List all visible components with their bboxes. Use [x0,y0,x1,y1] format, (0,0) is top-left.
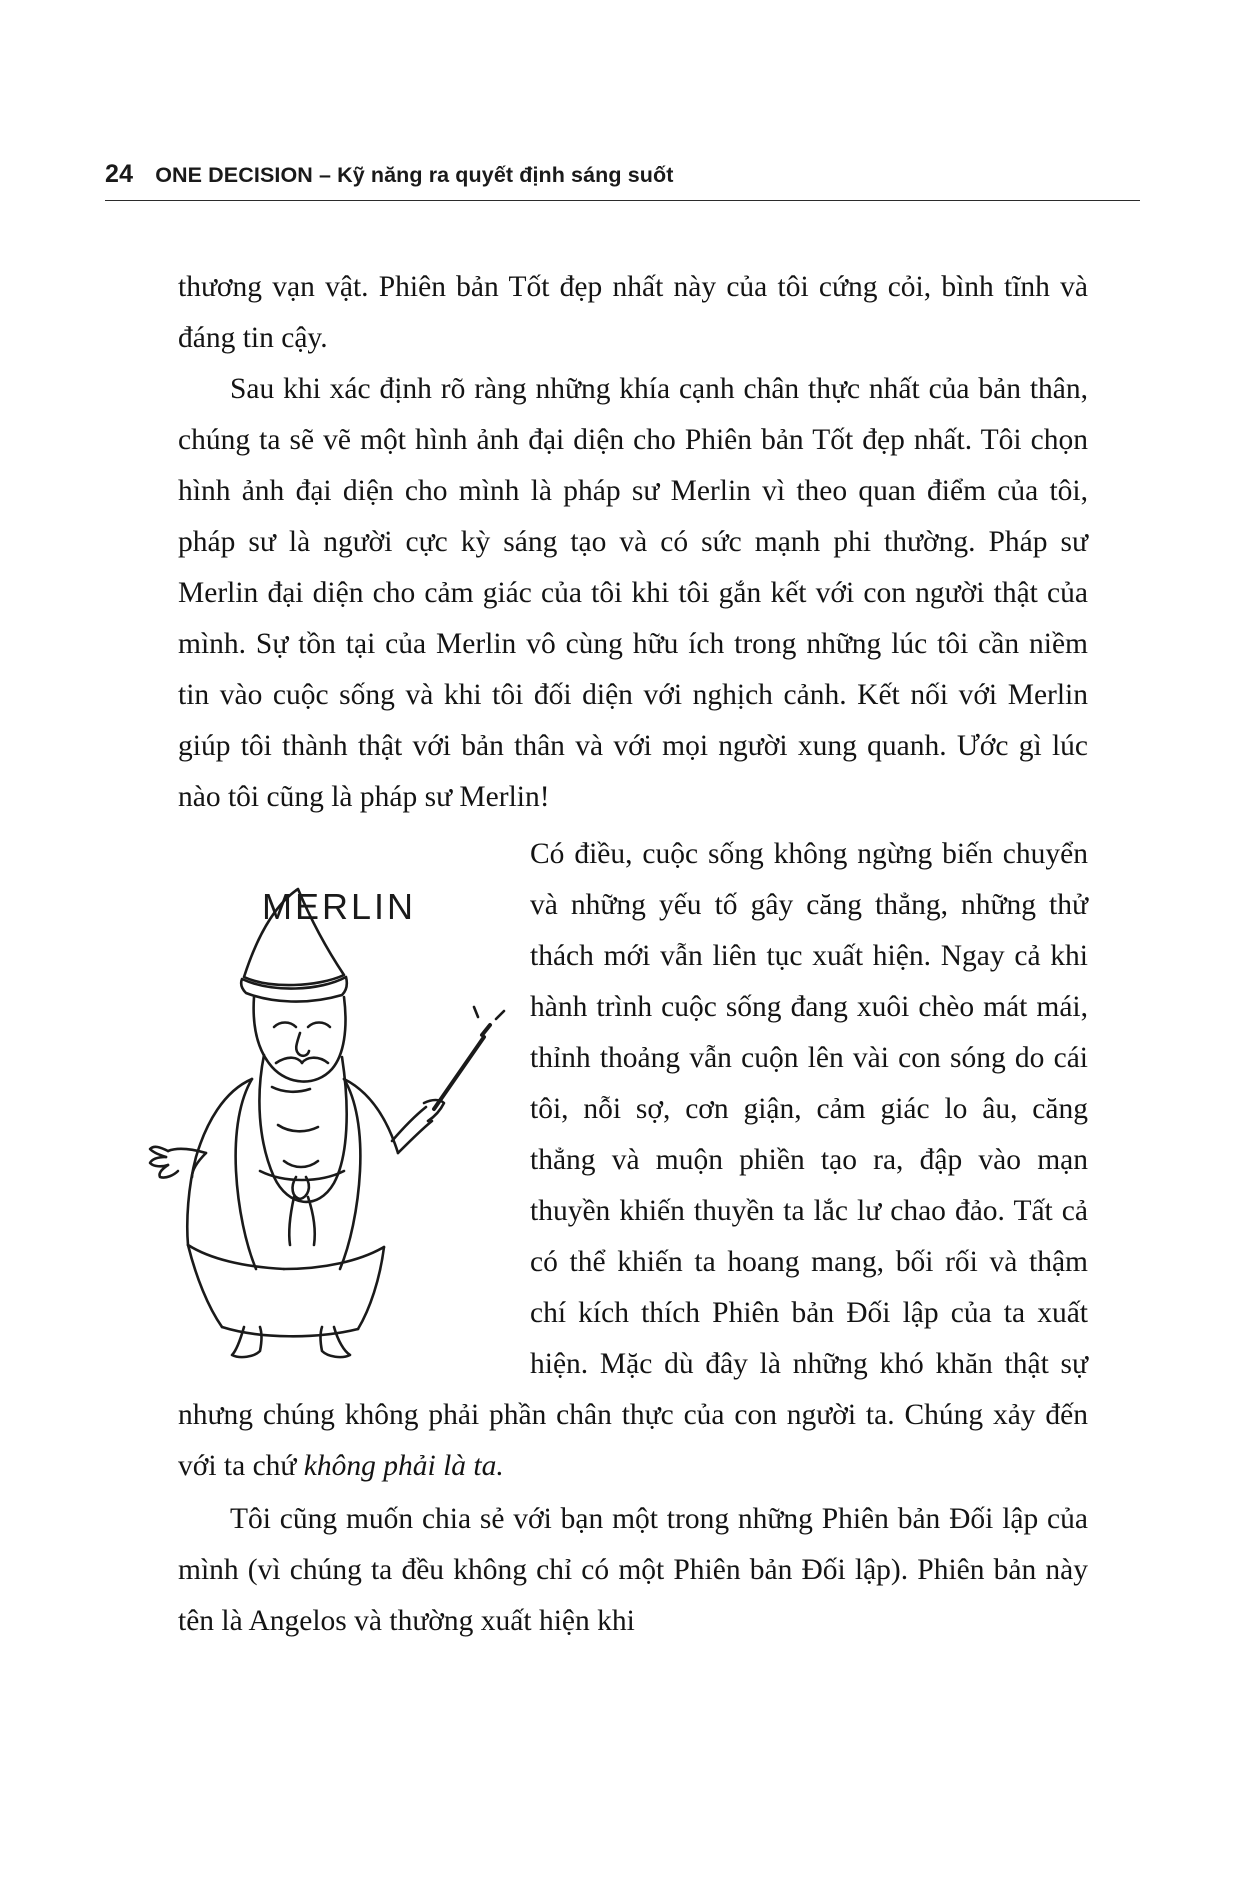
page-number: 24 [105,160,134,188]
page-content [178,262,1088,1647]
paragraph-1: thương vạn vật. Phiên bản Tốt đẹp nhất này của tôi cứng cỏi, bình tĩnh và đáng tin cậy. [178,271,1088,354]
paragraph-2: Sau khi xác định rõ ràng những khía cạnh chân thực nhất của bản thân, chúng ta sẽ vẽ một hình ảnh đại diện cho Phiên bản Tốt đẹp nhất. Tôi chọn hình ảnh đại diện cho mình là pháp sư Merlin vì theo quan điểm của tôi, pháp sư là người cực kỳ sáng tạo và có sức mạnh phi thường. Pháp sư Merlin đại diện cho cảm giác của tôi khi tôi gắn kết với con người thật của mình. Sự tồn tại của Merlin vô cùng hữu ích trong những lúc tôi cần niềm tin vào cuộc sống và khi tôi đối diện với nghịch cảnh. Kết nối với Merlin giúp tôi thành thật với bản thân và với mọi người xung quanh. Ước gì lúc nào tôi cũng là pháp sư Merlin! [178,373,1088,813]
paragraph-4: Tôi cũng muốn chia sẻ với bạn một trong những Phiên bản Đối lập của mình (vì chúng ta đều không chỉ có một Phiên bản Đối lập). Phiên bản này tên là Angelos và thường xuất hiện khi [178,1503,1088,1637]
figure-text-wrap-block [178,829,1088,1492]
header-divider [105,200,1140,201]
figure-caption-text: MERLIN [262,886,417,927]
page-header [105,160,1145,189]
paragraph-3-text: Có điều, cuộc sống không ngừng biến chuyển và những yếu tố gây căng thẳng, những thử thách mới vẫn liên tục xuất hiện. Ngay cả khi hành trình cuộc sống đang xuôi chèo mát mái, thỉnh thoảng vẫn cuộn lên vài con sóng do cái tôi, nỗi sợ, cơn giận, cảm giác lo âu, căng thẳng và muộn phiền tạo ra, đập vào mạn thuyền khiến thuyền ta lắc lư chao đảo. Tất cả có thể khiến ta hoang mang, bối rối và thậm chí kích thích Phiên bản Đối lập của ta xuất hiện. Mặc dù đây là những khó khăn thật sự nhưng chúng không phải phần chân thực của con người ta. Chúng xảy đến với ta chứ [178,838,1088,1482]
running-head-title: ONE DECISION – Kỹ năng ra quyết định sáng suốt [155,163,674,187]
merlin-wizard-illustration [148,841,508,1381]
paragraph-3-emphasis: không phải là ta. [303,1450,504,1482]
